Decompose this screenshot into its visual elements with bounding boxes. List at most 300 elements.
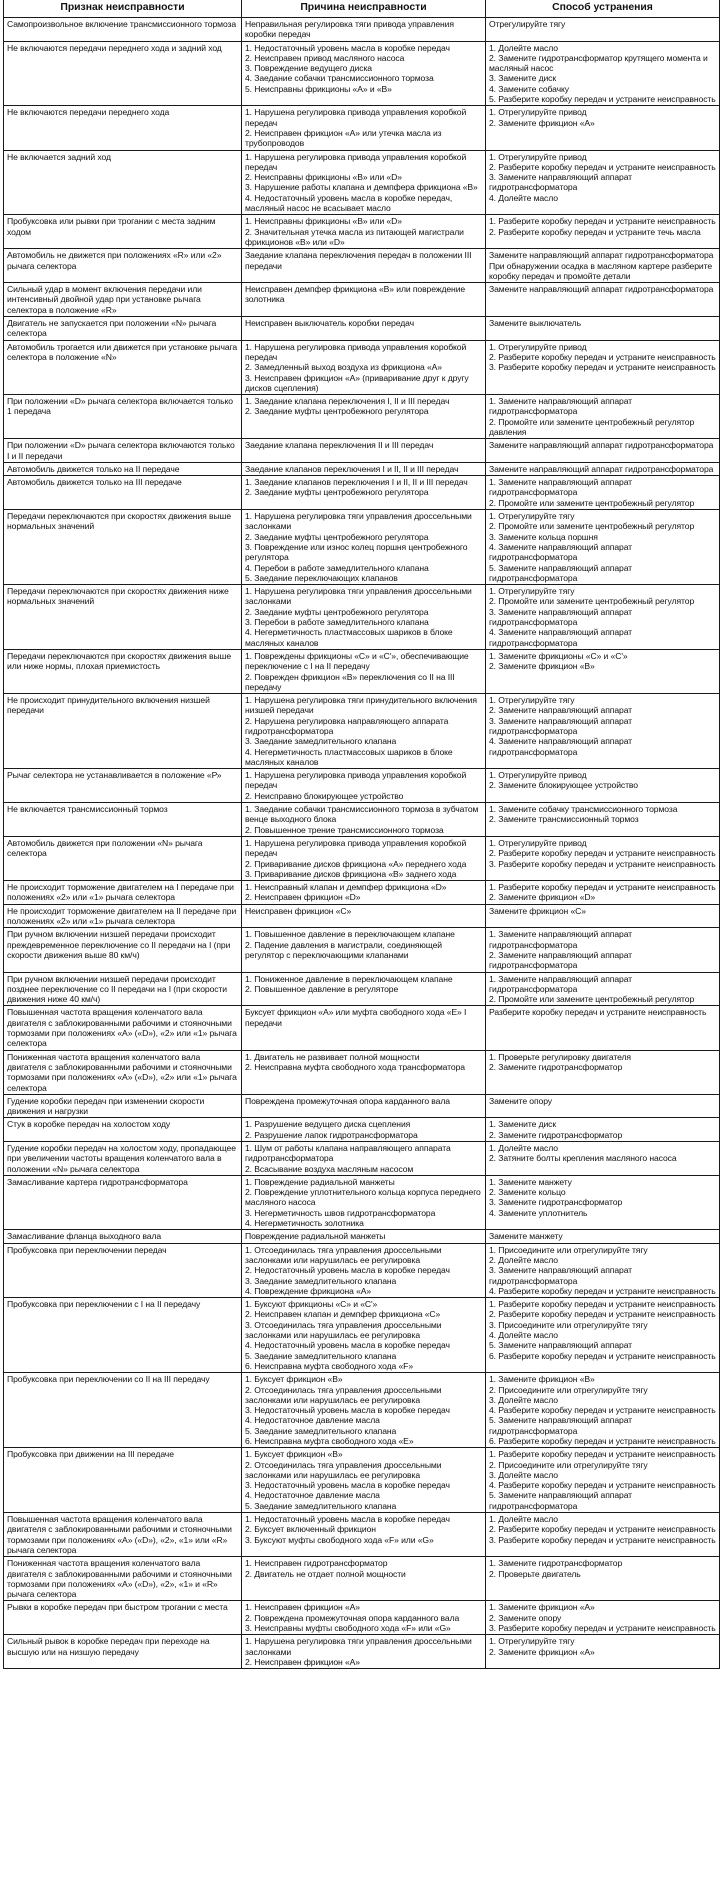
cause-cell: [242, 972, 486, 1006]
remedy-line: 1. Отрегулируйте тягу: [489, 695, 575, 706]
cause-line: 1. Разрушение ведущего диска сцепления: [245, 1119, 411, 1130]
cause-line: 1. Нарушена регулировка привода управления коробкой передач: [245, 770, 469, 791]
cause-line: Неправильная регулировка тяги привода управления коробки передач: [245, 19, 457, 40]
table-row: [4, 1141, 720, 1175]
symptom-cell: Рывки в коробке передач при быстром трогании с места: [4, 1601, 242, 1635]
remedy-line: 5. Замените направляющий аппарат гидротрансформатора: [489, 1490, 635, 1511]
remedy-line: 2. Промойте или замените центробежный регулятор давления: [489, 416, 697, 437]
cause-line: 1. Нарушена регулировка привода управления коробкой передач: [245, 151, 469, 172]
remedy-line: 1. Отрегулируйте привод: [489, 341, 587, 352]
remedy-line: Отрегулируйте тягу: [489, 19, 566, 29]
cause-cell: [242, 1635, 486, 1669]
cause-line: 2. Заедание муфты центробежного регулятора: [245, 406, 429, 417]
cause-cell: [242, 1448, 486, 1513]
remedy-line: 3. Разберите коробку передач и устраните неисправность: [489, 362, 716, 373]
remedy-cell: [486, 395, 720, 439]
cause-line: 3. Отсоединилась тяга управления дроссельными заслонками или нарушилась ее регулировка: [245, 1319, 444, 1341]
remedy-line: 5. Замените направляющий аппарат гидротрансформатора: [489, 562, 635, 583]
cause-line: 1. Буксуют фрикционы «С» и «С'»: [245, 1299, 378, 1310]
cause-line: 2. Неисправно блокирующее устройство: [245, 790, 404, 801]
remedy-cell: [486, 649, 720, 693]
remedy-line: 2. Затяните болты крепления масляного насоса: [489, 1153, 677, 1164]
remedy-line: Замените направляющий аппарат гидротрансформатора: [489, 284, 714, 295]
table-row: [4, 1601, 720, 1635]
cause-line: 1. Заедание клапанов переключения I и II, II и III передач: [245, 477, 468, 488]
cause-line: 2. Неисправен клапан и демпфер фрикциона «С»: [245, 1309, 441, 1320]
cause-line: 1. Двигатель не развивает полной мощности: [245, 1051, 420, 1062]
symptom-cell: Пробуксовка или рывки при трогании с места задним ходом: [4, 215, 242, 249]
table-row: [4, 1298, 720, 1373]
table-row: [4, 1175, 720, 1229]
table-row: [4, 462, 720, 475]
remedy-line: 3. Замените диск: [489, 73, 557, 84]
remedy-line: 4. Замените собачку: [489, 83, 569, 94]
symptom-cell: Сильный удар в момент включения передачи или интенсивный двойной удар при установке рычага селектора в положение «R»: [4, 283, 242, 317]
table-row: [4, 283, 720, 317]
remedy-line: 5. Замените направляющий аппарат: [489, 1340, 633, 1351]
table-row: [4, 972, 720, 1006]
remedy-line: 2. Замените блокирующее устройство: [489, 780, 638, 791]
cause-cell: [242, 1175, 486, 1229]
symptom-cell: Не включается трансмиссионный тормоз: [4, 803, 242, 837]
remedy-cell: [486, 283, 720, 317]
remedy-line: 4. Замените уплотнитель: [489, 1207, 588, 1218]
cause-cell: [242, 340, 486, 394]
remedy-line: 1. Отрегулируйте привод: [489, 770, 587, 781]
remedy-line: 2. Разберите коробку передач и устраните течь масла: [489, 226, 701, 237]
remedy-cell: [486, 1141, 720, 1175]
cause-line: 4. Негерметичность пластмассовых шариков в блоке масляных каналов: [245, 627, 455, 648]
remedy-cell: [486, 1006, 720, 1050]
remedy-line: 1. Отрегулируйте тягу: [489, 511, 575, 522]
remedy-line: 2. Разберите коробку передач и устраните неисправность: [489, 161, 716, 172]
cause-cell: [242, 904, 486, 928]
remedy-line: 2. Разберите коробку передач и устраните неисправность: [489, 1309, 716, 1320]
cause-line: 3. Заедание замедлительного клапана: [245, 1275, 397, 1286]
remedy-line: Замените манжету: [489, 1231, 563, 1242]
symptom-cell: Автомобиль движется только на III передаче: [4, 476, 242, 510]
symptom-cell: Стук в коробке передач на холостом ходу: [4, 1118, 242, 1142]
remedy-line: 2. Промойте или замените центробежный регулятор: [489, 521, 695, 532]
cause-line: 1. Неисправен гидротрансформатор: [245, 1558, 388, 1569]
remedy-cell: [486, 439, 720, 463]
cause-line: 2. Замедленный выход воздуха из фрикциона «А»: [245, 362, 442, 373]
cause-cell: [242, 1006, 486, 1050]
symptom-cell: Гудение коробки передач на холостом ходу, пропадающее при увеличении частоты вращения коленчатого вала в положении «N» рычага селектора: [4, 1141, 242, 1175]
remedy-line: Замените фрикцион «С»: [489, 905, 586, 916]
remedy-cell: [486, 18, 720, 42]
remedy-cell: [486, 1050, 720, 1094]
table-row: [4, 1448, 720, 1513]
cause-line: Неисправен демпфер фрикциона «В» или повреждение золотника: [245, 284, 468, 305]
cause-line: 1. Нарушена регулировка тяги управления дроссельными заслонками: [245, 586, 475, 607]
remedy-line: Разберите коробку передач и устраните неисправность: [489, 1007, 707, 1018]
remedy-line: 2. Замените трансмиссионный тормоз: [489, 814, 639, 825]
cause-line: 2. Двигатель не отдает полной мощности: [245, 1568, 406, 1579]
cause-line: 4. Недостаточный уровень масла в коробке передач, масляный насос не всасывает масло: [245, 192, 455, 214]
remedy-line: 1. Замените направляющий аппарат гидротрансформатора: [489, 973, 635, 994]
cause-line: 2. Повышенное давление в регуляторе: [245, 983, 399, 994]
symptom-cell: Не включаются передачи переднего хода и задний ход: [4, 41, 242, 106]
cause-line: 1. Повышенное давление в переключающем клапане: [245, 929, 455, 940]
cause-cell: [242, 317, 486, 341]
remedy-line: 4. Долейте масло: [489, 192, 558, 203]
cause-cell: [242, 476, 486, 510]
remedy-line: 2. Разберите коробку передач и устраните неисправность: [489, 351, 716, 362]
cause-cell: [242, 395, 486, 439]
remedy-line: 2. Замените фрикцион «А»: [489, 1646, 595, 1657]
remedy-cell: [486, 249, 720, 283]
cause-cell: [242, 1230, 486, 1243]
remedy-line: Замените направляющий аппарат гидротрансформатора: [489, 463, 714, 474]
table-row: [4, 1635, 720, 1669]
remedy-cell: [486, 106, 720, 150]
remedy-cell: [486, 462, 720, 475]
remedy-line: 2. Замените гидротрансформатор: [489, 1061, 623, 1072]
cause-cell: [242, 1298, 486, 1373]
symptom-cell: Передачи переключаются при скоростях движения ниже нормальных значений: [4, 585, 242, 650]
remedy-cell: [486, 904, 720, 928]
cause-cell: [242, 803, 486, 837]
table-row: [4, 694, 720, 769]
symptom-cell: Автомобиль движется при положении «N» рычага селектора: [4, 836, 242, 880]
cause-line: 1. Неисправный клапан и демпфер фрикциона «D»: [245, 882, 447, 893]
header-symptom: Признак неисправности: [4, 0, 242, 18]
remedy-line: 3. Присоедините или отрегулируйте тягу: [489, 1319, 648, 1330]
remedy-line: 3. Замените направляющий аппарат гидротрансформатора: [489, 1265, 635, 1286]
remedy-line: 6. Разберите коробку передач и устраните неисправность: [489, 1436, 716, 1446]
cause-line: 1. Нарушена регулировка привода управления коробкой передач: [245, 837, 469, 859]
cause-line: 2. Заедание муфты центробежного регулятора: [245, 531, 429, 542]
remedy-line: 3. Разберите коробку передач и устраните неисправность: [489, 858, 716, 869]
remedy-cell: [486, 215, 720, 249]
troubleshooting-table: [3, 0, 720, 1669]
cause-line: Заедание клапана переключения II и III передач: [245, 440, 434, 451]
cause-cell: [242, 1557, 486, 1601]
cause-line: 2. Разрушение лапок гидротрансформатора: [245, 1129, 418, 1140]
remedy-line: 2. Разберите коробку передач и устраните неисправность: [489, 848, 716, 859]
remedy-line: 2. Проверьте двигатель: [489, 1568, 581, 1579]
remedy-cell: [486, 1373, 720, 1448]
table-row: [4, 1557, 720, 1601]
remedy-line: 2. Замените направляющий аппарат гидротрансформатора: [489, 949, 635, 971]
remedy-line: 3. Долейте масло: [489, 1394, 558, 1405]
symptom-cell: При ручном включении низшей передачи происходит позднее переключение со II передачи на I (при скорости движения ниже 40 км/ч): [4, 972, 242, 1006]
cause-line: 2. Неисправен фрикцион «А»: [245, 1656, 360, 1667]
remedy-line: 1. Замените фрикционы «С» и «С'»: [489, 650, 628, 661]
table-row: [4, 317, 720, 341]
table-row: [4, 106, 720, 150]
remedy-line: 1. Долейте масло: [489, 1514, 558, 1525]
cause-line: 2. Буксует включенный фрикцион: [245, 1524, 376, 1535]
cause-line: 1. Нарушена регулировка тяги принудительного включения низшей передачи: [245, 695, 480, 716]
symptom-cell: Самопроизвольное включение трансмиссионного тормоза: [4, 18, 242, 42]
cause-line: 3. Повреждение или износ колец поршня центробежного регулятора: [245, 541, 470, 563]
symptom-cell: Передачи переключаются при скоростях движения выше или ниже нормы, плохая приемистость: [4, 649, 242, 693]
symptom-cell: Передачи переключаются при скоростях движения выше нормальных значений: [4, 510, 242, 585]
remedy-line: 2. Замените гидротрансформатор: [489, 1129, 623, 1140]
cause-line: 2. Повреждение уплотнительного кольца корпуса переднего масляного насоса: [245, 1187, 484, 1208]
cause-line: 2. Недостаточный уровень масла в коробке передач: [245, 1265, 450, 1276]
remedy-cell: [486, 881, 720, 905]
table-row: [4, 1006, 720, 1050]
cause-cell: [242, 1601, 486, 1635]
cause-line: 2. Неисправен фрикцион «D»: [245, 892, 361, 903]
remedy-line: 1. Отрегулируйте тягу: [489, 1636, 575, 1647]
remedy-line: 3. Замените направляющий аппарат гидротрансформатора: [489, 172, 635, 193]
remedy-line: 1. Замените направляющий аппарат гидротрансформатора: [489, 477, 635, 498]
remedy-line: 2. Долейте масло: [489, 1254, 558, 1265]
remedy-cell: [486, 836, 720, 880]
symptom-cell: Пробуксовка при движении на III передаче: [4, 1448, 242, 1513]
cause-line: 1. Недостаточный уровень масла в коробке передач: [245, 1514, 450, 1525]
remedy-line: 3. Замените кольца поршня: [489, 531, 598, 542]
remedy-line: 5. Разберите коробку передач и устраните неисправность: [489, 94, 716, 105]
header-cause: Причина неисправности: [242, 0, 486, 18]
remedy-line: 1. Замените диск: [489, 1119, 557, 1130]
remedy-line: 4. Замените направляющий аппарат гидротрансформатора: [489, 627, 635, 648]
symptom-cell: Автомобиль не движется при положениях «R» или «2» рычага селектора: [4, 249, 242, 283]
remedy-line: 1. Отрегулируйте привод: [489, 107, 587, 118]
cause-line: 3. Негерметичность швов гидротрансформатора: [245, 1207, 436, 1218]
cause-cell: [242, 1141, 486, 1175]
table-row: [4, 510, 720, 585]
table-row: [4, 215, 720, 249]
remedy-line: При обнаружении осадка в масляном картере разберите коробку передач и промойте детали: [489, 260, 715, 281]
remedy-line: 2. Промойте или замените центробежный регулятор: [489, 596, 695, 607]
cause-cell: [242, 41, 486, 106]
remedy-line: 3. Замените направляющий аппарат гидротрансформатора: [489, 606, 635, 628]
table-row: [4, 928, 720, 972]
remedy-cell: [486, 585, 720, 650]
remedy-line: 3. Замените гидротрансформатор: [489, 1197, 623, 1208]
remedy-line: Замените направляющий аппарат гидротрансформатора: [489, 250, 714, 261]
symptom-cell: Замасливание фланца выходного вала: [4, 1230, 242, 1243]
remedy-cell: [486, 340, 720, 394]
cause-line: 4. Недостаточное давление масла: [245, 1415, 380, 1426]
cause-line: 2. Неисправна муфта свободного хода трансформатора: [245, 1061, 465, 1072]
remedy-line: Замените опору: [489, 1095, 553, 1106]
cause-cell: [242, 462, 486, 475]
symptom-cell: При положении «D» рычага селектора включаются только I и II передачи: [4, 439, 242, 463]
symptom-cell: Автомобиль трогается или движется при установке рычага селектора в положение «N»: [4, 340, 242, 394]
remedy-cell: [486, 317, 720, 341]
remedy-line: 1. Отрегулируйте тягу: [489, 586, 575, 597]
remedy-cell: [486, 476, 720, 510]
symptom-cell: Не происходит торможение двигателем на II передаче при положениях «2» или «1» рычага селектора: [4, 904, 242, 928]
cause-line: 5. Заедание замедлительного клапана: [245, 1425, 397, 1436]
cause-line: 3. Недостаточный уровень масла в коробке передач: [245, 1480, 450, 1491]
cause-line: 2. Неисправны фрикционы «В» или «D»: [245, 172, 402, 183]
remedy-line: 4. Замените направляющий аппарат гидротрансформатора: [489, 541, 635, 563]
remedy-cell: [486, 1175, 720, 1229]
remedy-line: Замените выключатель: [489, 318, 581, 329]
table-row: [4, 1373, 720, 1448]
cause-line: 3. Неисправен фрикцион «А» (приваривание друг к другу дисков сцепления): [245, 372, 471, 393]
remedy-line: Замените направляющий аппарат гидротрансформатора: [489, 440, 714, 451]
cause-line: 5. Заедание замедлительного клапана: [245, 1500, 397, 1511]
symptom-cell: Повышенная частота вращения коленчатого вала двигателя с заблокированными рабочими и стояночными тормозами при положениях «А» («D»), «2», «1» или «R» рычага селектора: [4, 1513, 242, 1557]
cause-cell: [242, 1118, 486, 1142]
table-row: [4, 340, 720, 394]
remedy-line: 2. Разберите коробку передач и устраните неисправность: [489, 1524, 716, 1535]
remedy-line: 1. Замените направляющий аппарат гидротрансформатора: [489, 929, 635, 950]
table-row: [4, 1094, 720, 1118]
remedy-cell: [486, 1298, 720, 1373]
remedy-line: 1. Разберите коробку передач и устраните неисправность: [489, 216, 716, 227]
header-remedy: Способ устранения: [486, 0, 720, 18]
table-row: [4, 1118, 720, 1142]
remedy-line: 4. Разберите коробку передач и устраните неисправность: [489, 1405, 716, 1416]
cause-line: 4. Недостаточный уровень масла в коробке передач: [245, 1340, 450, 1351]
remedy-line: 2. Замените фрикцион «D»: [489, 892, 596, 903]
cause-line: 1. Повреждены фрикционы «С» и «С'», обеспечивающие переключение с I на II передачу: [245, 650, 471, 672]
remedy-cell: [486, 1094, 720, 1118]
remedy-line: 1. Долейте масло: [489, 42, 558, 53]
cause-cell: [242, 510, 486, 585]
cause-line: 3. Нарушение работы клапана и демпфера фрикциона «В»: [245, 182, 478, 193]
remedy-cell: [486, 1448, 720, 1513]
table-row: [4, 150, 720, 215]
remedy-line: 1. Замените манжету: [489, 1176, 572, 1187]
cause-line: 3. Заедание замедлительного клапана: [245, 736, 397, 747]
remedy-cell: [486, 1601, 720, 1635]
remedy-line: 2. Промойте или замените центробежный регулятор: [489, 497, 695, 508]
cause-line: Неисправен фрикцион «С»: [245, 905, 352, 916]
remedy-cell: [486, 769, 720, 803]
symptom-cell: Не включается задний ход: [4, 150, 242, 215]
remedy-line: 1. Присоедините или отрегулируйте тягу: [489, 1244, 648, 1255]
symptom-cell: Автомобиль движется только на II передаче: [4, 462, 242, 475]
table-row: [4, 881, 720, 905]
cause-line: 5. Неисправны фрикционы «А» и «В»: [245, 83, 392, 94]
remedy-cell: [486, 510, 720, 585]
cause-cell: [242, 1243, 486, 1297]
remedy-line: 2. Замените опору: [489, 1612, 562, 1623]
cause-line: 6. Неисправна муфта свободного хода «F»: [245, 1360, 414, 1371]
remedy-line: 2. Замените фрикцион «А»: [489, 117, 595, 128]
cause-cell: [242, 1094, 486, 1118]
cause-line: Повреждена промежуточная опора карданного вала: [245, 1095, 450, 1106]
remedy-cell: [486, 1635, 720, 1669]
symptom-cell: Повышенная частота вращения коленчатого вала двигателя с заблокированными рабочими и стояночными тормозами при положениях «А» («D»), «2» или «1» рычага селектора: [4, 1006, 242, 1050]
table-row: [4, 649, 720, 693]
symptom-cell: Пробуксовка при переключении передач: [4, 1243, 242, 1297]
table-row: [4, 439, 720, 463]
symptom-cell: При ручном включении низшей передачи происходит преждевременное переключение со II передачи на I (при скорости движения выше 80 км/ч): [4, 928, 242, 972]
cause-line: 4. Заедание собачки трансмиссионного тормоза: [245, 73, 434, 84]
table-row: [4, 395, 720, 439]
cause-line: 3. Повреждение ведущего диска: [245, 63, 372, 74]
cause-line: 2. Всасывание воздуха масляным насосом: [245, 1163, 414, 1174]
cause-cell: [242, 439, 486, 463]
remedy-line: 2. Присоедините или отрегулируйте тягу: [489, 1384, 648, 1395]
cause-line: 1. Нарушена регулировка тяги управления дроссельными заслонками: [245, 1636, 475, 1657]
cause-line: 2. Заедание муфты центробежного регулятора: [245, 606, 429, 617]
table-header-row: [4, 0, 720, 18]
remedy-line: 1. Проверьте регулировку двигателя: [489, 1051, 631, 1062]
remedy-line: 4. Замените направляющий аппарат гидротрансформатора: [489, 736, 635, 757]
cause-line: 1. Заедание собачки трансмиссионного тормоза в зубчатом венце выходного блока: [245, 804, 481, 825]
cause-line: Неисправен выключатель коробки передач: [245, 318, 414, 329]
remedy-cell: [486, 1513, 720, 1557]
remedy-line: 3. Долейте масло: [489, 1469, 558, 1480]
table-row: [4, 769, 720, 803]
cause-line: 2. Неисправен привод масляного насоса: [245, 52, 405, 63]
cause-line: 4. Негерметичность пластмассовых шариков в блоке масляных каналов: [245, 746, 455, 767]
table-row: [4, 1050, 720, 1094]
cause-line: 1. Неисправен фрикцион «А»: [245, 1602, 360, 1613]
remedy-cell: [486, 972, 720, 1006]
remedy-cell: [486, 41, 720, 106]
remedy-line: 2. Замените гидротрансформатор крутящего момента и масляный насос: [489, 52, 710, 74]
table-row: [4, 836, 720, 880]
remedy-cell: [486, 1557, 720, 1601]
cause-line: 2. Падение давления в магистрали, соединяющей регулятор с переключающими клапанами: [245, 939, 445, 960]
remedy-cell: [486, 1243, 720, 1297]
cause-line: 2. Поврежден фрикцион «В» переключения со II на III передачу: [245, 671, 457, 692]
cause-line: 1. Шум от работы клапана направляющего аппарата гидротрансформатора: [245, 1142, 453, 1164]
cause-line: 1. Буксует фрикцион «В»: [245, 1374, 343, 1385]
symptom-cell: Сильный рывок в коробке передач при переходе на высшую или на низшую передачу: [4, 1635, 242, 1669]
cause-line: 2. Значительная утечка масла из питающей магистрали фрикционов «В» или «D»: [245, 226, 467, 247]
remedy-line: 1. Отрегулируйте привод: [489, 151, 587, 162]
cause-cell: [242, 18, 486, 42]
remedy-line: 3. Разберите коробку передач и устраните неисправность: [489, 1534, 716, 1545]
remedy-line: 1. Разберите коробку передач и устраните неисправность: [489, 1449, 716, 1460]
cause-line: 2. Заедание муфты центробежного регулятора: [245, 487, 429, 498]
cause-line: 3. Перебои в работе замедлительного клапана: [245, 617, 429, 628]
table-row: [4, 41, 720, 106]
cause-line: 3. Неисправны муфты свободного хода «F» или «G»: [245, 1623, 451, 1634]
remedy-line: 4. Разберите коробку передач и устраните неисправность: [489, 1480, 716, 1491]
symptom-cell: Пониженная частота вращения коленчатого вала двигателя с заблокированными рабочими и стояночными тормозами при положениях «А» («D»), «2» или «1» рычага селектора: [4, 1050, 242, 1094]
cause-cell: [242, 649, 486, 693]
remedy-line: 5. Замените направляющий аппарат гидротрансформатора: [489, 1415, 635, 1436]
cause-line: 3. Буксуют муфты свободного хода «F» или «G»: [245, 1534, 434, 1545]
remedy-cell: [486, 1230, 720, 1243]
cause-cell: [242, 1050, 486, 1094]
symptom-cell: При положении «D» рычага селектора включается только 1 передача: [4, 395, 242, 439]
remedy-cell: [486, 928, 720, 972]
cause-line: 3. Недостаточный уровень масла в коробке передач: [245, 1405, 450, 1416]
remedy-line: 1. Замените фрикцион «А»: [489, 1602, 595, 1613]
cause-line: 1. Недостаточный уровень масла в коробке передач: [245, 42, 450, 53]
cause-line: Заедание клапанов переключения I и II, II и III передач: [245, 463, 459, 474]
symptom-cell: Пробуксовка при переключении с I на II передачу: [4, 1298, 242, 1373]
symptom-cell: Пониженная частота вращения коленчатого вала двигателя с заблокированными рабочими и стояночными тормозами при положениях «А» («D»), «2», «1» и «R» рычага селектора: [4, 1557, 242, 1601]
cause-cell: [242, 928, 486, 972]
table-row: [4, 18, 720, 42]
cause-line: 2. Отсоединилась тяга управления дроссельными заслонками или нарушилась ее регулировка: [245, 1384, 444, 1405]
remedy-line: 1. Долейте масло: [489, 1142, 558, 1153]
remedy-line: 1. Замените гидротрансформатор: [489, 1558, 623, 1569]
cause-line: 1. Отсоединилась тяга управления дроссельными заслонками или нарушилась ее регулировка: [245, 1244, 444, 1265]
remedy-line: 1. Отрегулируйте привод: [489, 837, 587, 848]
table-row: [4, 249, 720, 283]
cause-cell: [242, 1373, 486, 1448]
remedy-line: 3. Замените направляющий аппарат гидротрансформатора: [489, 715, 635, 736]
cause-cell: [242, 1513, 486, 1557]
symptom-cell: Рычаг селектора не устанавливается в положение «Р»: [4, 769, 242, 803]
symptom-cell: Не происходит торможение двигателем на I передаче при положениях «2» или «1» рычага селектора: [4, 881, 242, 905]
cause-line: 2. Повреждена промежуточная опора карданного вала: [245, 1612, 460, 1623]
table-row: [4, 1243, 720, 1297]
remedy-cell: [486, 1118, 720, 1142]
cause-cell: [242, 694, 486, 769]
symptom-cell: Пробуксовка при переключении со II на III передачу: [4, 1373, 242, 1448]
table-row: [4, 904, 720, 928]
